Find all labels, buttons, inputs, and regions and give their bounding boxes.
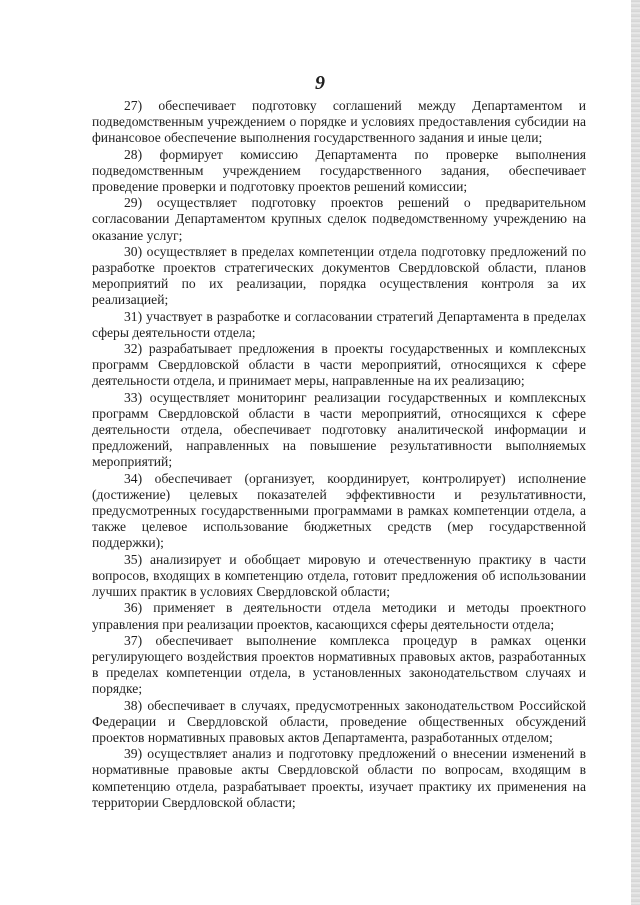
document-body <box>92 98 586 811</box>
paragraph-33: 33) осуществляет мониторинг реализации государственных и комплексных программ Свердловской области в части мероприятий, относящихся к сфере деятельности отдела, обеспечивает подготовку аналитической информации и предложений, направленных на повышение результативности выполняемых мероприятий; <box>92 389 586 470</box>
paragraph-32: 32) разрабатывает предложения в проекты государственных и комплексных программ Свердловской области в части мероприятий, относящихся к сфере деятельности отдела, и принимает меры, направленные на их реализацию; <box>92 341 586 389</box>
paragraph-28: 28) формирует комиссию Департамента по проверке выполнения подведомственным учреждением государственного задания, обеспечивает проведение проверки и подготовку проектов решений комиссии; <box>92 146 586 195</box>
page-number: 9 <box>315 72 325 94</box>
paragraph-31: 31) участвует в разработке и согласовании стратегий Департамента в пределах сферы деятельности отдела; <box>92 308 586 340</box>
paragraph-27: 27) обеспечивает подготовку соглашений между Департаментом и подведомственным учреждением о порядке и условиях предоставления субсидии на финансовое обеспечение выполнения государственного задания и иные цели; <box>92 98 586 146</box>
paragraph-36: 36) применяет в деятельности отдела методики и методы проектного управления при реализации проектов, касающихся сферы деятельности отдела; <box>92 600 586 632</box>
paragraph-34: 34) обеспечивает (организует, координирует, контролирует) исполнение (достижение) целевых показателей эффективности и результативности, предусмотренных государственными программами в рамках компетенции отдела, а также целевое использование бюджетных средств (мер государственной поддержки); <box>92 470 586 551</box>
scan-edge-shadow <box>631 0 640 905</box>
paragraph-39: 39) осуществляет анализ и подготовку предложений о внесении изменений в нормативные правовые акты Свердловской области по вопросам, входящим в компетенцию отдела, разрабатывает проекты, изучает практику их применения на территории Свердловской области; <box>92 746 586 810</box>
paragraph-30: 30) осуществляет в пределах компетенции отдела подготовку предложений по разработке проектов стратегических документов Свердловской области, планов мероприятий по их реализации, порядка осуществления контроля за их реализацией; <box>92 243 586 308</box>
paragraph-38: 38) обеспечивает в случаях, предусмотренных законодательством Российской Федерации и Свердловской области, проведение общественных обсуждений проектов нормативных правовых актов Департамента, разработанных отделом; <box>92 697 586 745</box>
paragraph-35: 35) анализирует и обобщает мировую и отечественную практику в части вопросов, входящих в компетенцию отдела, готовит предложения об использовании лучших практик в условиях Свердловской области; <box>92 551 586 600</box>
paragraph-37: 37) обеспечивает выполнение комплекса процедур в рамках оценки регулирующего воздействия проектов нормативных правовых актов, разработанных в пределах компетенции отдела, в установленных законодательством случаях и порядке; <box>92 632 586 697</box>
paragraph-29: 29) осуществляет подготовку проектов решений о предварительном согласовании Департаментом крупных сделок подведомственному учреждению на оказание услуг; <box>92 195 586 243</box>
